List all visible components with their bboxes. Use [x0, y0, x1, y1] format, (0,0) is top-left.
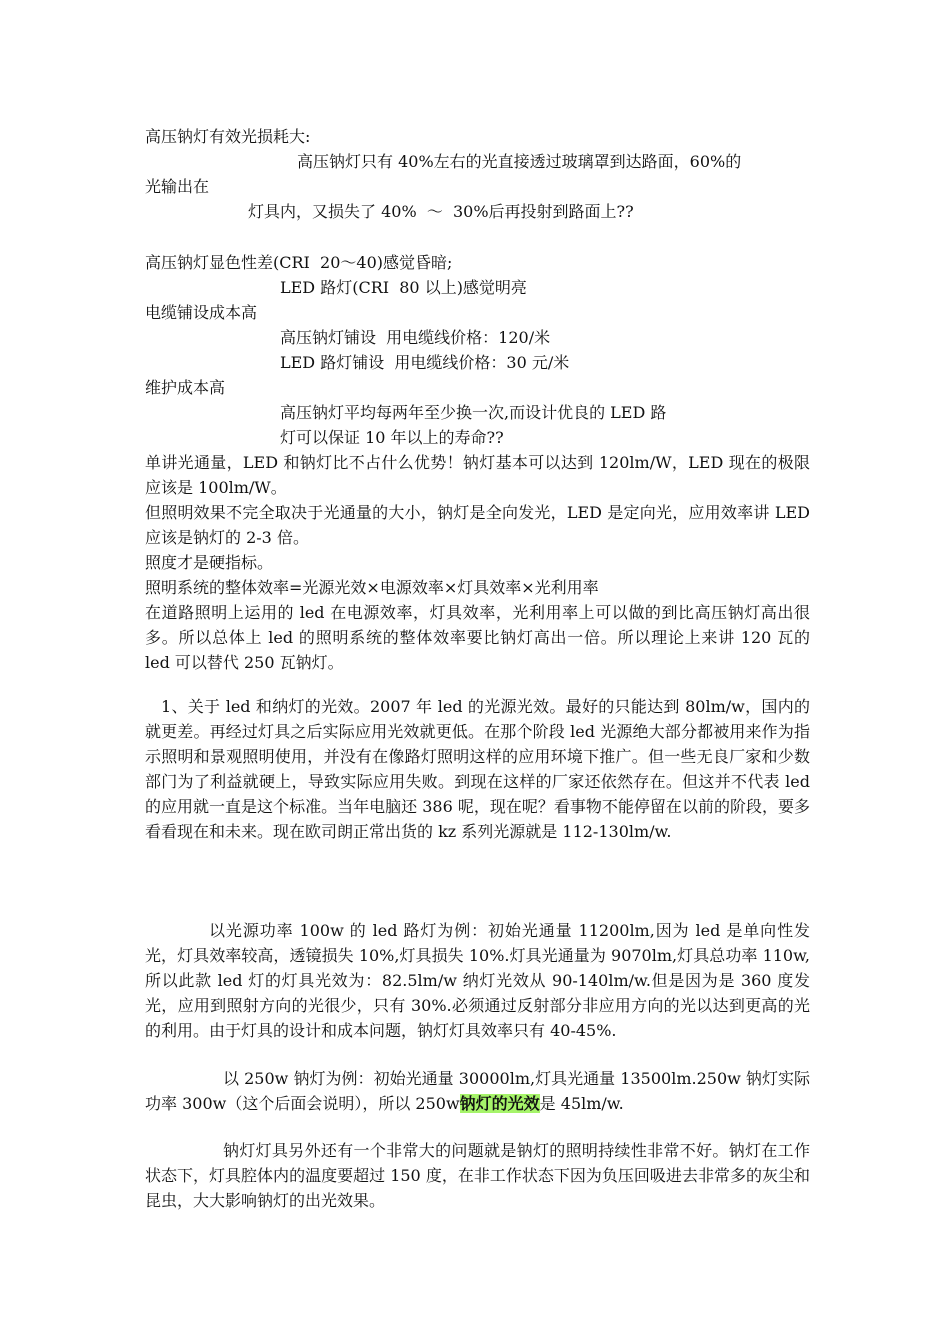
text-line: 高压钠灯铺设 用电缆线价格：120/米: [280, 328, 551, 347]
paragraph: 1、关于 led 和纳灯的光效。2007 年 led 的光源光效。最好的只能达到 80lm/w，国内的就更差。再经过灯具之后实际应用光效就更低。在那个阶段 led 光源绝大部分都被用来作为指示照明和景观照明使用，并没有在像路灯照明这样的应用环境下推广。但一些无良厂家和少数部门为了利益就硬上，导致实际应用失败。到现在这样的厂家还依然存在。但这并不代表 led 的应用就一直是这个标准。当年电脑还 386 呢，现在呢？看事物不能停留在以前的阶段，要多看看现在和未来。现在欧司朗正常出货的 kz 系列光源就是 112-130lm/w.: [145, 697, 810, 841]
paragraph: 钠灯灯具另外还有一个非常大的问题就是钠灯的照明持续性非常不好。钠灯在工作状态下，灯具腔体内的温度要超过 150 度，在非工作状态下因为负压回吸进去非常多的灰尘和昆虫，大大影响钠灯的出光效果。: [145, 1141, 810, 1210]
heading-sodium-light-loss: 高压钠灯有效光损耗大:: [145, 127, 311, 146]
paragraph: 但照明效果不完全取决于光通量的大小，钠灯是全向发光，LED 是定向光，应用效率讲 LED 应该是钠灯的 2-3 倍。: [145, 503, 810, 547]
text-line: 高压钠灯平均每两年至少换一次,而设计优良的 LED 路: [280, 403, 667, 422]
text-line: 高压钠灯只有 40%左右的光直接透过玻璃罩到达路面，60%的: [297, 152, 742, 171]
paragraph: 单讲光通量，LED 和钠灯比不占什么优势！钠灯基本可以达到 120lm/W，LED 现在的极限应该是 100lm/W。: [145, 453, 810, 497]
heading-maintenance-cost: 维护成本高: [145, 378, 226, 397]
text-run: 以 250w 钠灯为例：初始光通量 30000lm,灯具光通量 13500lm.250w 钠灯实际功率 300w（这个后面会说明），所以 250w: [145, 1069, 810, 1113]
paragraph: 照明系统的整体效率=光源光效×电源效率×灯具效率×光利用率: [145, 578, 599, 597]
text-line: 灯具内，又损失了 40% ～ 30%后再投射到路面上??: [248, 202, 634, 221]
paragraph: [145, 1066, 810, 1116]
highlighted-text: 钠灯的光效: [459, 1094, 540, 1113]
text-run: 是 45lm/w.: [539, 1094, 624, 1113]
heading-cable-cost: 电缆铺设成本高: [145, 303, 258, 322]
text-line: 光输出在: [145, 177, 210, 196]
paragraph: 在道路照明上运用的 led 在电源效率，灯具效率，光利用率上可以做的到比高压钠灯高出很多。所以总体上 led 的照明系统的整体效率要比钠灯高出一倍。所以理论上来讲 120 瓦的 led 可以替代 250 瓦钠灯。: [145, 603, 810, 672]
text-line: 灯可以保证 10 年以上的寿命??: [280, 428, 504, 447]
heading-color-rendering: 高压钠灯显色性差(CRI 20～40)感觉昏暗;: [145, 253, 453, 272]
text-line: LED 路灯铺设 用电缆线价格：30 元/米: [280, 353, 570, 372]
text-line: LED 路灯(CRI 80 以上)感觉明亮: [280, 278, 527, 297]
paragraph: 以光源功率 100w 的 led 路灯为例：初始光通量 11200lm,因为 led 是单向性发光，灯具效率较高，透镜损失 10%,灯具损失 10%.灯具光通量为 9070lm,灯具总功率 110w,所以此款 led 灯的灯具光效为：82.5lm/w 纳灯光效从 90-140lm/w.但是因为是 360 度发光，应用到照射方向的光很少，只有 30%.必须通过反射部分非应用方向的光以达到更高的光的利用。由于灯具的设计和成本问题，钠灯灯具效率只有 40-45%.: [145, 921, 810, 1040]
paragraph: 照度才是硬指标。: [145, 553, 274, 572]
